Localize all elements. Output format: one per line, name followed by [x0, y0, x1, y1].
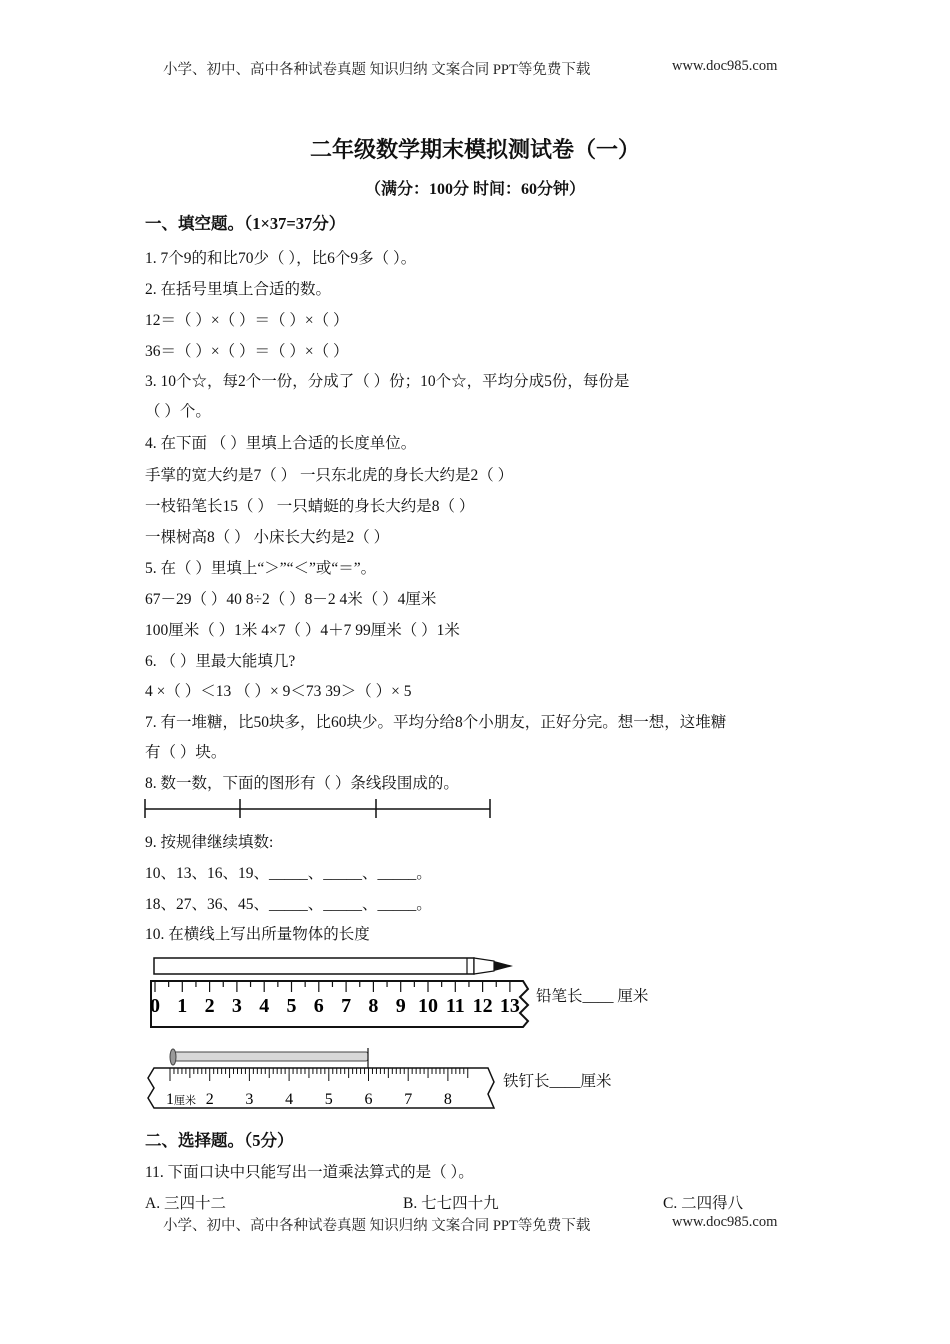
question-line: 10. 在横线上写出所量物体的长度	[145, 926, 370, 943]
header-url[interactable]: www.doc985.com	[672, 58, 778, 74]
question-line: 6. （ ）里最大能填几?	[145, 653, 296, 670]
question-line: 2. 在括号里填上合适的数。	[145, 281, 332, 298]
question-line: 有（ ）块。	[145, 744, 227, 761]
ruler-number: 8	[443, 1091, 452, 1108]
ruler-number: 6	[313, 995, 324, 1017]
question-line: 10、13、16、19、_____、_____、_____。	[145, 865, 432, 882]
header-text: 小学、初中、高中各种试卷真题 知识归纳 文案合同 PPT等免费下载	[163, 62, 591, 78]
question-line: 手掌的宽大约是7（ ） 一只东北虎的身长大约是2（ ）	[145, 467, 514, 484]
page-subtitle: （满分：100分 时间：60分钟）	[364, 181, 585, 198]
segment-figure	[140, 798, 500, 820]
ruler-number: 5	[286, 995, 297, 1017]
section-heading-fill-in: 一、填空题。（1×37=37分）	[145, 214, 346, 233]
ruler-unit: 厘米	[174, 1095, 196, 1107]
pencil-tip	[474, 958, 494, 974]
question-line: （ ）个。	[145, 403, 211, 420]
ruler-number: 7	[341, 995, 352, 1017]
ruler-number: 6	[364, 1091, 373, 1108]
question-line: 100厘米（ ）1米 4×7（ ）4＋7 99厘米（ ）1米	[145, 622, 460, 639]
ruler-number: 8	[368, 995, 379, 1017]
question-line: 5. 在（ ）里填上“＞”“＜”或“＝”。	[145, 560, 377, 577]
question-line: 11. 下面口诀中只能写出一道乘法算式的是（ ）。	[145, 1164, 474, 1181]
question-line: 4. 在下面 （ ）里填上合适的长度单位。	[145, 435, 417, 452]
option-a[interactable]: A. 三四十二	[145, 1195, 226, 1212]
ruler-number: 7	[404, 1091, 413, 1108]
question-line: 3. 10个☆，每2个一份，分成了（ ）份；10个☆，平均分成5份，每份是	[145, 373, 630, 390]
question-line: 12＝（ ）×（ ）＝（ ）×（ ）	[145, 312, 349, 329]
pencil-lead	[494, 961, 513, 971]
footer-url[interactable]: www.doc985.com	[672, 1214, 778, 1230]
question-line: 67－29（ ）40 8÷2（ ）8－2 4米（ ）4厘米	[145, 591, 437, 608]
footer-text: 小学、初中、高中各种试卷真题 知识归纳 文案合同 PPT等免费下载	[163, 1218, 591, 1234]
question-line: 7. 有一堆糖，比50块多，比60块少。平均分给8个小朋友，正好分完。想一想，这堆糖	[145, 714, 727, 731]
question-line: 一棵树高8（ ） 小床长大约是2（ ）	[145, 529, 390, 546]
ruler-number: 3	[231, 995, 242, 1017]
ruler-number: 5	[324, 1091, 333, 1108]
ruler-number: 4	[285, 1091, 294, 1108]
section-heading-choice: 二、选择题。（5分）	[145, 1131, 294, 1150]
ruler-number: 10	[418, 995, 438, 1017]
pencil-body	[154, 958, 474, 974]
question-line: 36＝（ ）×（ ）＝（ ）×（ ）	[145, 343, 349, 360]
ruler-number: 0	[150, 995, 160, 1017]
ruler-number: 4	[259, 995, 270, 1017]
ruler-number: 1	[177, 995, 188, 1017]
option-b[interactable]: B. 七七四十九	[403, 1195, 499, 1212]
nail-ruler-figure	[142, 1046, 500, 1112]
question-line: 1. 7个9的和比70少（ ），比6个9多（ ）。	[145, 250, 417, 267]
ruler-number: 13	[499, 995, 520, 1017]
ruler-number: 1	[166, 1091, 174, 1108]
option-c[interactable]: C. 二四得八	[663, 1195, 744, 1212]
question-line: 8. 数一数，下面的图形有（ ）条线段围成的。	[145, 775, 459, 792]
question-line: 18、27、36、45、_____、_____、_____。	[145, 896, 432, 913]
ruler-number: 11	[445, 995, 465, 1017]
pencil-ruler-figure	[145, 952, 530, 1032]
ruler-number: 12	[472, 995, 493, 1017]
nail-length-label: 铁钉长____厘米	[503, 1073, 612, 1090]
ruler-number: 3	[245, 1091, 254, 1108]
ruler-number: 9	[395, 995, 406, 1017]
page-title: 二年级数学期末模拟测试卷（一）	[309, 137, 640, 162]
nail-head	[170, 1049, 176, 1065]
question-line: 9. 按规律继续填数:	[145, 834, 274, 851]
question-line: 一枝铅笔长15（ ） 一只蜻蜓的身长大约是8（ ）	[145, 498, 475, 515]
question-line: 4 ×（ ）＜13 （ ）× 9＜73 39＞（ ）× 5	[145, 683, 412, 700]
nail-shaft	[172, 1052, 368, 1061]
ruler-number: 2	[204, 995, 215, 1017]
ruler-number: 2	[205, 1091, 214, 1108]
pencil-length-label: 铅笔长____ 厘米	[536, 988, 649, 1005]
